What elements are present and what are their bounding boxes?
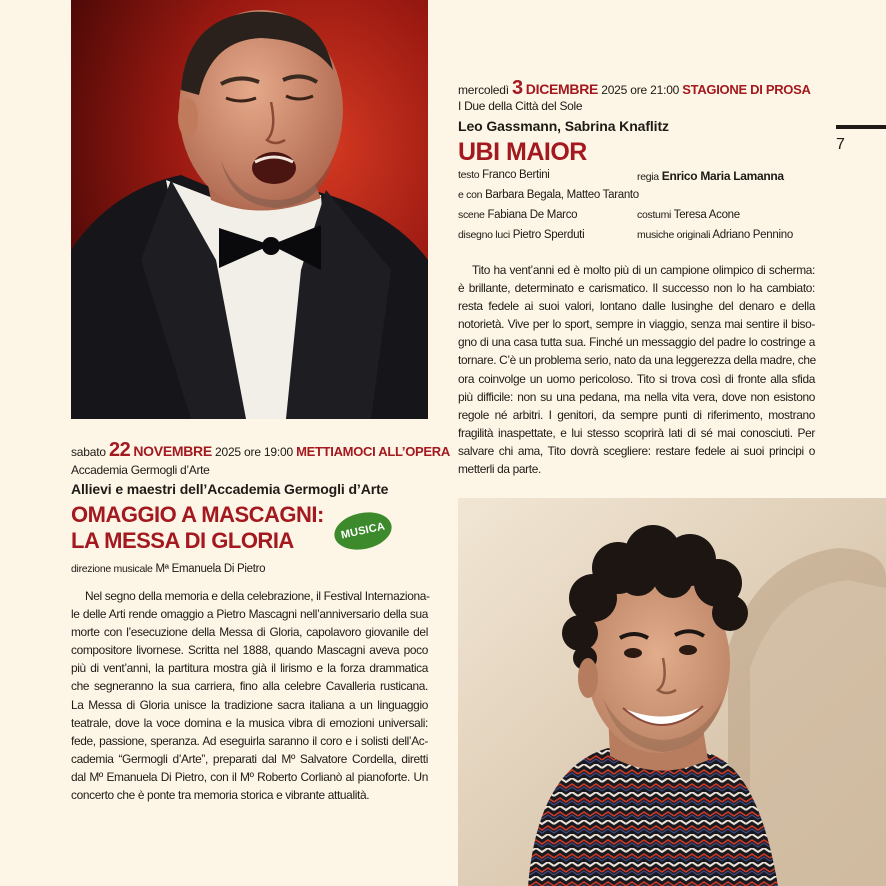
right-desc-line: tornare. C’è un problema serio, nato da una leggerezza della madre, che [458,353,816,368]
actor-photo [458,498,886,886]
credit-name-costumi: Teresa Acone [673,209,740,221]
credit-name-musiche: Adriano Pennino [712,229,793,241]
left-event-title-line1: OMAGGIO A MASCAGNI: [71,502,324,527]
left-event-organizer: Accademia Germogli d’Arte [71,463,210,477]
credit-testo [458,169,550,181]
page-number: 7 [836,136,845,153]
right-desc-line: fragilità inaspettate, e lui stesso scoprirà lati di sé mai conosciuti. Per [458,425,815,440]
left-desc-line: più di vent’anni, la partitura mostra già il lirismo e la forza drammatica [71,661,428,676]
credit-name-testo: Franco Bertini [482,169,550,181]
credit-name-regia: Enrico Maria Lamanna [661,169,784,183]
credit-musiche [637,229,793,241]
right-desc-line: metterli da parte. [458,462,541,477]
left-desc-line: Nel segno della memoria e della celebrazione, il Festival Internaziona- [85,589,430,603]
left-desc-line: teatrale, dove la voce domina e la musica vibra di emozioni universali: [71,715,428,730]
left-desc-line: cademia “Germogli d’Arte”, preparati dal Mº Salvatore Cordella, diretti [71,751,428,766]
credit-role-luci: disegno luci [458,229,510,241]
left-event-date-line [71,440,450,460]
right-event-rassegna: STAGIONE DI PROSA [682,82,811,97]
right-event-month: DICEMBRE [525,81,599,97]
right-event-weekday: mercoledì [458,83,509,97]
right-desc-line: notorietà. Vive per lo sport, sempre in viaggio, senza mai sentire il biso- [458,317,815,332]
credit-role-testo: testo [458,169,480,181]
right-desc-line: resta fedele ai suoi valori, lontano dalle lusinghe del denaro e della [458,299,815,314]
left-event-rassegna: METTIAMOCI ALL’OPERA [296,444,450,459]
left-desc-line: concerto che è ponte tra memoria storica e vibrante attualità. [71,788,370,803]
credit-role-regia: regia [637,171,659,183]
left-desc-line: morte con l’esecuzione della Messa di Gloria, capolavoro giovanile del [71,625,428,640]
credit-role-costumi: costumi [637,209,672,221]
right-desc-line: regole né arbitri. I genitori, da sempre punti di riferimento, mostrano [458,407,815,422]
credit-con [458,189,639,201]
credit-role-musiche: musiche originali [637,229,711,241]
left-event-weekday: sabato [71,445,106,459]
right-desc-line: più difficile: non su una pedana, ma nella vita vera, dove non esistono [458,389,815,404]
left-desc-line: compositore livornese. Scritta nel 1888, quando Mascagni aveva poco [71,643,428,658]
right-event-day: 3 [512,77,523,99]
credit-scene [458,209,577,221]
credit-role-con: e con [458,189,483,201]
left-event-description [71,587,428,804]
credit-name-luci: Pietro Sperduti [512,229,585,241]
left-desc-line: La Messa di Gloria unisce la tradizione sacra italiana a un linguaggio [71,697,428,712]
left-desc-line: le delle Arti rende omaggio a Pietro Mascagni nell’anniversario della sua [71,607,428,622]
credit-luci [458,229,584,241]
right-event-date-line [458,78,811,98]
musica-badge-label: MUSICA [339,520,387,542]
credit-role-direzione: direzione musicale [71,563,153,575]
left-desc-line: che segneranno la sua carriera, fino alla celebre Cavalleria rusticana. [71,679,428,694]
right-event-title: UBI MAIOR [458,138,587,166]
left-event-title [71,502,324,554]
right-desc-line: ora coinvolge un uomo pericoloso. Tito si trova così di fronte alla sfida [458,371,815,386]
right-event-organizer: I Due della Città del Sole [458,99,583,113]
page-number-rule [836,125,886,129]
left-event-performers: Allievi e maestri dell’Accademia Germogli d’Arte [71,481,389,497]
left-event-year-time: 2025 ore 19:00 [215,445,293,459]
credit-name-con: Barbara Begala, Matteo Taranto [485,189,639,201]
right-desc-line: è brillante, determinato e carismatico. Il successo non lo ha cambiato: [458,281,815,296]
left-event-month: NOVEMBRE [133,443,212,459]
credit-name-direzione: Mª Emanuela Di Pietro [155,563,266,575]
right-desc-line: gno di una casa tutta sua. Finché un messaggio del padre lo costringe a [458,335,815,350]
right-event-description [458,261,815,478]
left-event-title-line2: LA MESSA DI GLORIA [71,528,294,553]
right-event-year-time: 2025 ore 21:00 [601,83,680,97]
left-desc-line: dal Mº Emanuela Di Pietro, con il Mº Roberto Corlianò al pianoforte. Un [71,769,428,784]
credit-costumi [637,209,740,221]
right-desc-line: salvare chi ama, Tito dovrà scegliere: restare fedele ai suoi principi o [458,443,815,458]
left-event-day: 22 [108,439,131,461]
right-event-performers: Leo Gassmann, Sabrina Knaflitz [458,118,669,134]
credit-name-scene: Fabiana De Marco [487,209,578,221]
left-event-credit [71,563,265,575]
left-desc-line: fede, passione, speranza. Ad eseguirla saranno il coro e i solisti dell’Ac- [71,733,428,748]
right-desc-line: Tito ha vent’anni ed è molto più di un campione olimpico di scherma: [472,263,815,277]
credit-regia [637,169,784,183]
credit-role-scene: scene [458,209,485,221]
musica-badge [331,507,395,554]
singer-photo [71,0,428,419]
